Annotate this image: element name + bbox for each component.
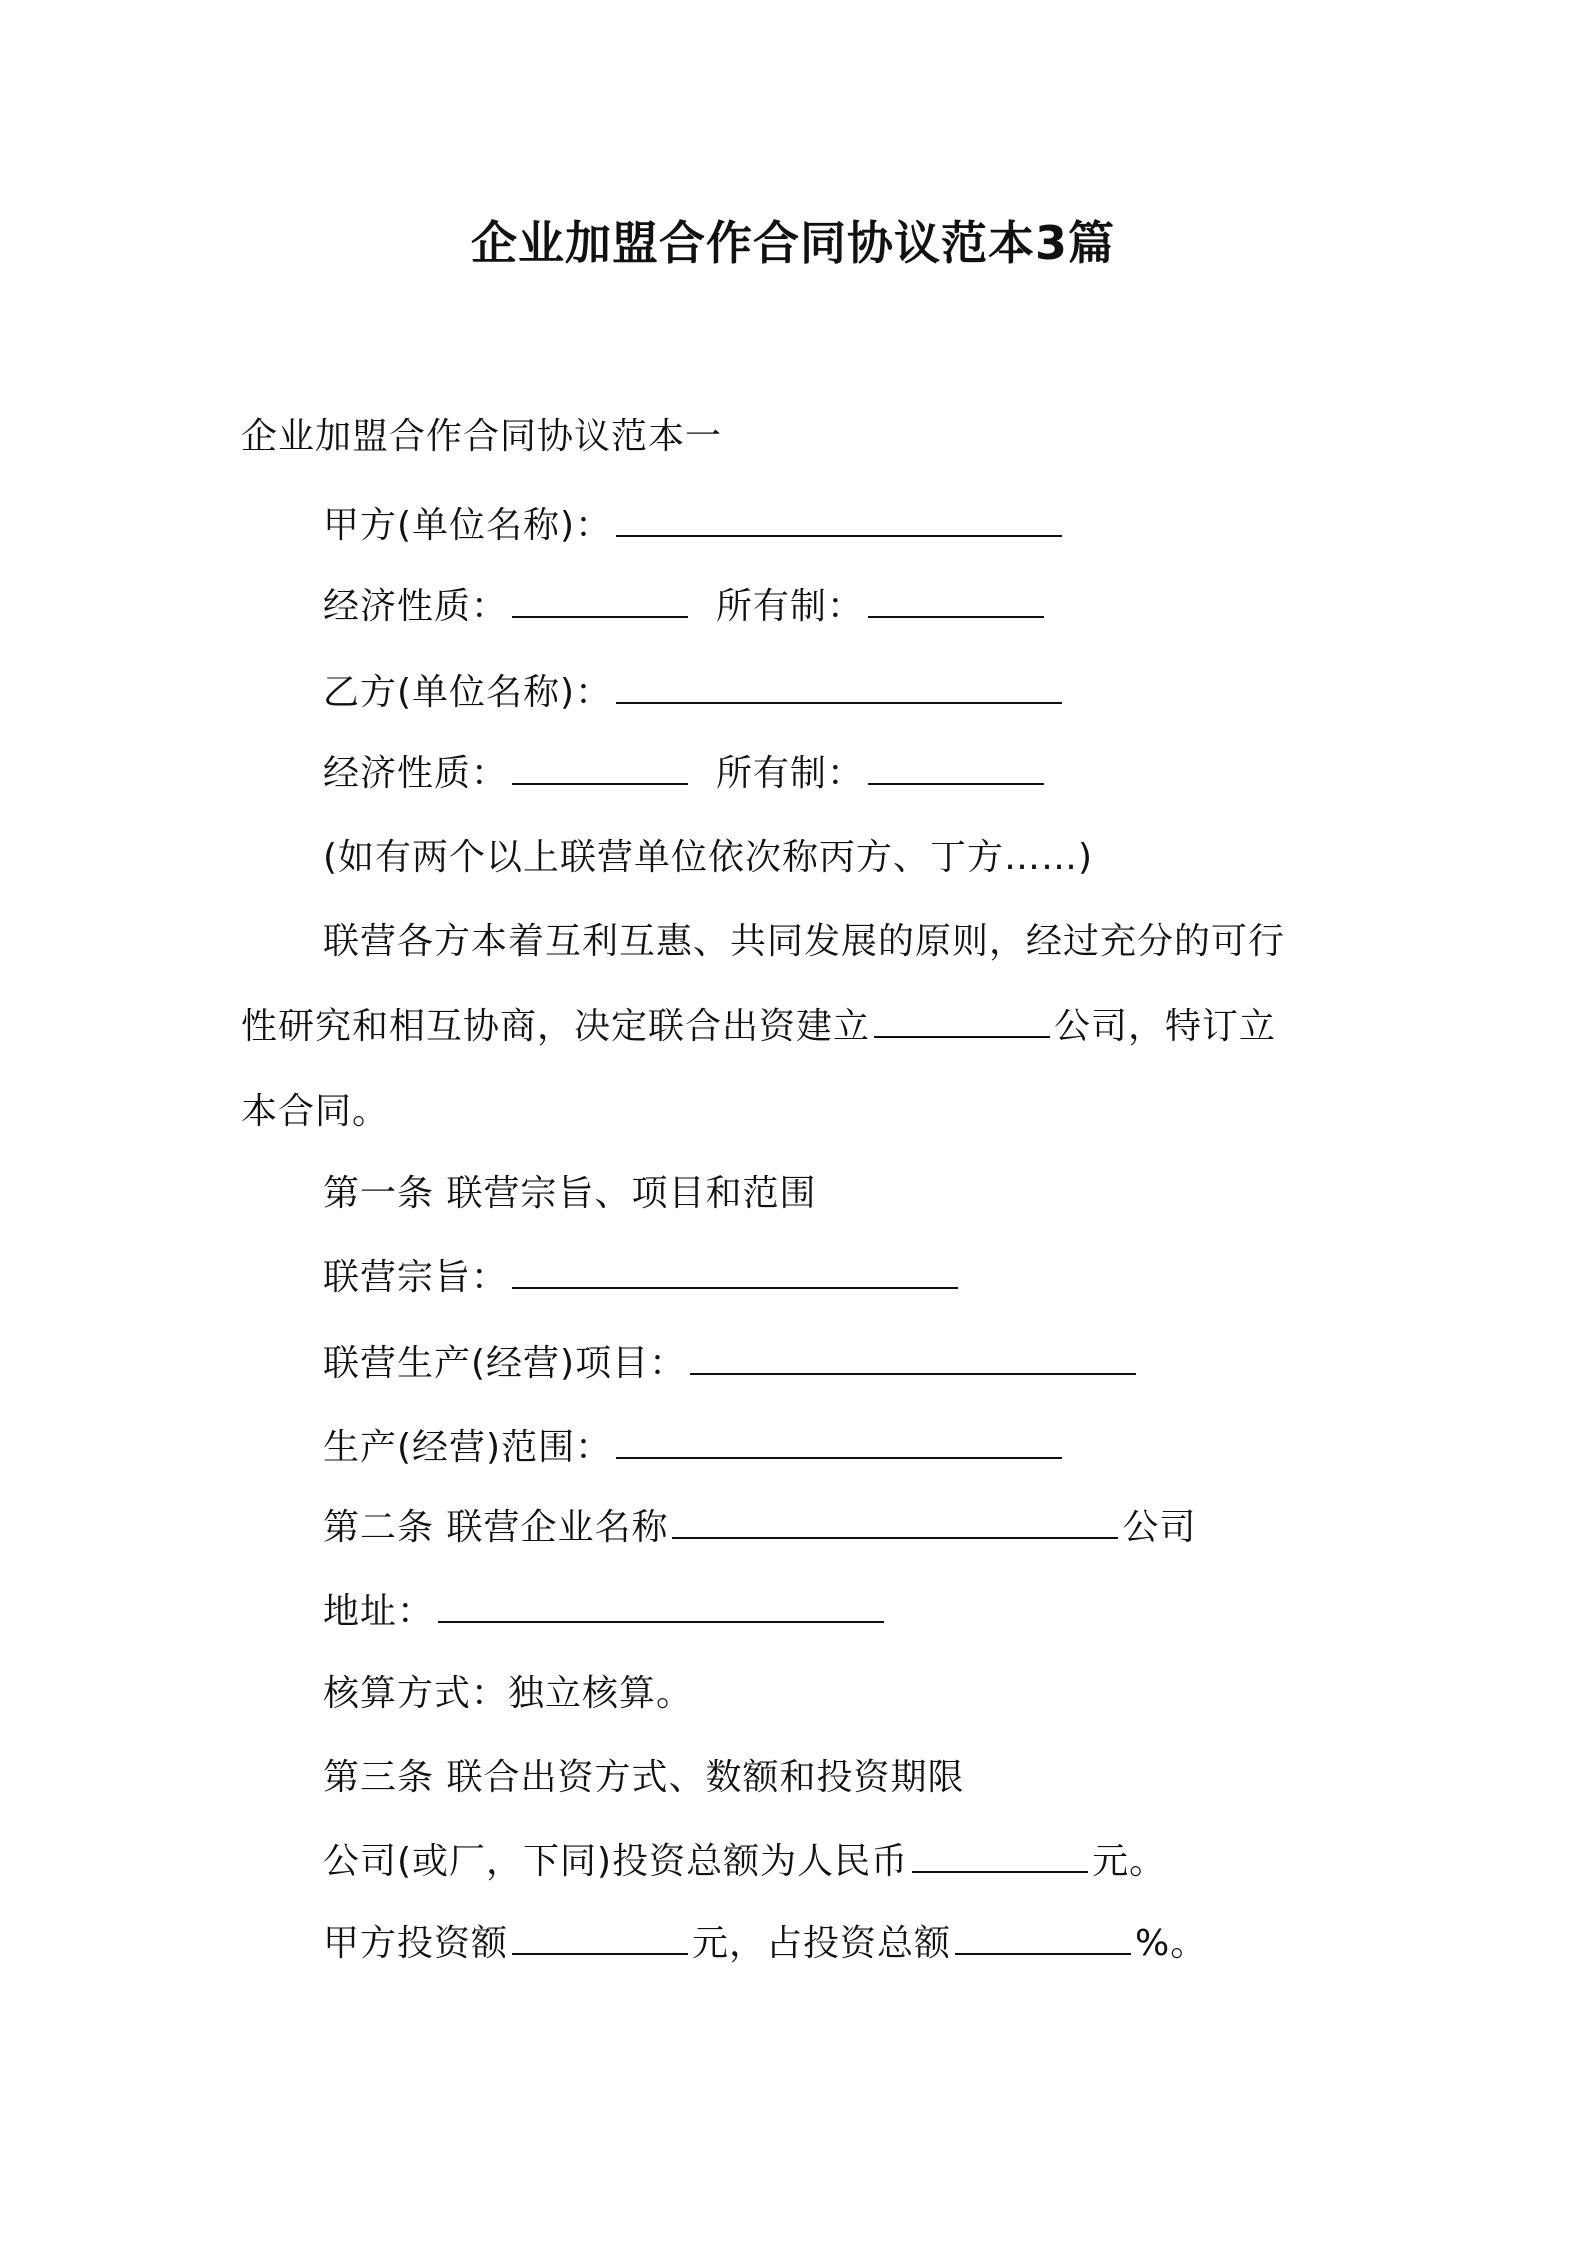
preamble-line-3: 本合同。 [241,1091,390,1132]
scope-line [323,1424,1066,1472]
company-name-blank [874,1004,1050,1038]
party-a-investment-blank [512,1921,688,1955]
article-2-heading [323,1504,1196,1552]
party-a-investment-mid: 元，占投资总额 [692,1923,952,1964]
party-a-investment-line [323,1920,1207,1968]
party-a-ownership-blank [868,584,1044,618]
party-a-label: 甲方(单位名称)： [323,505,613,546]
parties-note: (如有两个以上联营单位依次称丙方、丁方……) [323,837,1094,878]
project-line [323,1340,1140,1388]
party-a-investment-post: %。 [1135,1923,1208,1964]
party-b-nature-line [323,750,1048,798]
party-b-name-line [323,669,1066,717]
party-b-label: 乙方(单位名称)： [323,672,613,713]
purpose-blank [512,1255,958,1289]
address-label: 地址： [323,1591,435,1632]
preamble-line-2-post: 公司，特订立 [1054,1006,1277,1047]
party-a-nature-label: 经济性质： [323,586,509,627]
article-3-heading: 第三条 联合出资方式、数额和投资期限 [323,1757,965,1798]
total-investment-post: 元。 [1092,1841,1167,1882]
project-blank [690,1341,1136,1375]
party-a-ownership-label: 所有制： [716,586,865,627]
party-a-percent-blank [955,1921,1131,1955]
total-investment-pre: 公司(或厂，下同)投资总额为人民币 [323,1841,909,1882]
article-2-heading-pre: 第二条 联营企业名称 [323,1507,669,1548]
party-a-investment-pre: 甲方投资额 [323,1923,509,1964]
party-a-name-blank [616,503,1062,537]
enterprise-name-blank [672,1505,1118,1539]
preamble-line-2-pre: 性研究和相互协商，决定联合出资建立 [241,1006,871,1047]
party-b-name-blank [616,670,1062,704]
party-a-nature-line [323,583,1048,631]
document-title: 企业加盟合作合同协议范本3篇 [470,216,1115,270]
scope-blank [616,1425,1062,1459]
party-a-name-line [323,502,1066,550]
preamble-line-1: 联营各方本着互利互惠、共同发展的原则，经过充分的可行 [323,921,1286,962]
accounting-line: 核算方式：独立核算。 [323,1673,694,1714]
article-2-heading-post: 公司 [1122,1507,1197,1548]
article-1-heading: 第一条 联营宗旨、项目和范围 [323,1173,817,1214]
purpose-line [323,1254,962,1302]
total-investment-blank [912,1839,1088,1873]
address-line [323,1588,888,1636]
scope-label: 生产(经营)范围： [323,1427,613,1468]
party-b-ownership-blank [868,751,1044,785]
purpose-label: 联营宗旨： [323,1257,509,1298]
party-b-nature-label: 经济性质： [323,753,509,794]
party-b-nature-blank [512,751,688,785]
preamble-line-2 [241,1003,1276,1051]
address-blank [438,1589,884,1623]
party-b-ownership-label: 所有制： [716,753,865,794]
party-a-nature-blank [512,584,688,618]
total-investment-line [323,1838,1166,1886]
section-title: 企业加盟合作合同协议范本一 [241,416,723,457]
project-label: 联营生产(经营)项目： [323,1343,687,1384]
